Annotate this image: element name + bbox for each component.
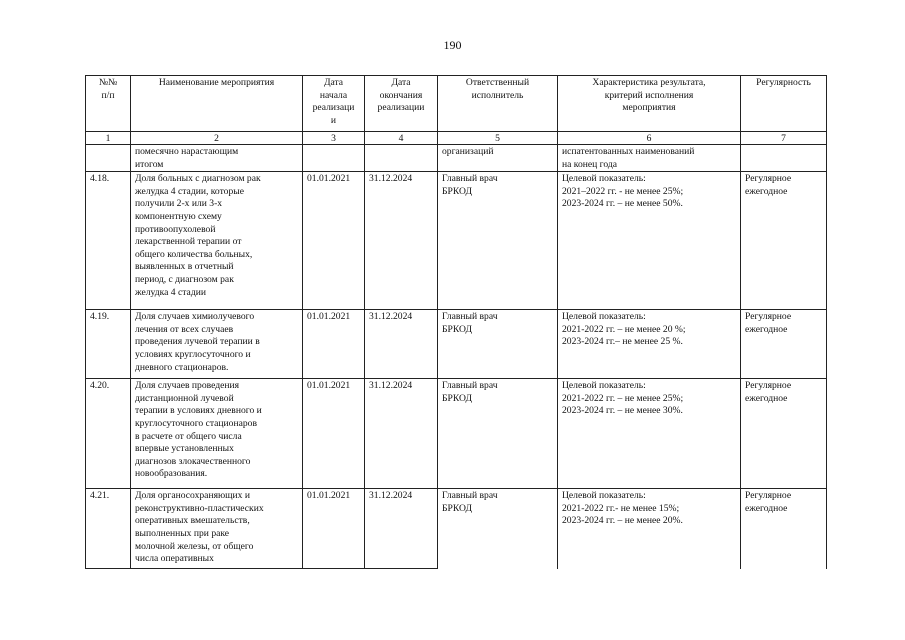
- column-number-row: [86, 132, 827, 145]
- header-measure-name: Наименование мероприятия: [131, 76, 303, 132]
- measure-name: Доля случаев химиолучевого лечения от всех случаев проведения лучевой терапии в условиях круглосуточного и дневного стационаров.: [131, 310, 303, 379]
- measure-name: помесячно нарастающим итогом: [131, 145, 303, 172]
- end-date: [365, 145, 438, 172]
- regularity: Регулярное ежегодное: [741, 379, 827, 489]
- responsible: Главный врач БРКОД: [438, 379, 558, 489]
- result-characteristic: испатентованных наименований на конец года: [558, 145, 741, 172]
- table-row: [86, 379, 827, 489]
- row-number: 4.20.: [86, 379, 131, 489]
- regularity: Регулярное ежегодное: [741, 489, 827, 569]
- column-number: 3: [303, 132, 365, 145]
- start-date: 01.01.2021: [303, 310, 365, 379]
- result-characteristic: Целевой показатель: 2021–2022 гг. - не менее 25%; 2023-2024 гг. – не менее 50%.: [558, 172, 741, 310]
- responsible: Главный врач БРКОД: [438, 310, 558, 379]
- measure-name: Доля органосохраняющих и реконструктивно-пластических оперативных вмешательств, выполненных при раке молочной железы, от общего числа оперативных: [131, 489, 303, 569]
- row-number: 4.18.: [86, 172, 131, 310]
- result-characteristic: Целевой показатель: 2021-2022 гг. – не менее 25%; 2023-2024 гг. – не менее 30%.: [558, 379, 741, 489]
- column-number: 1: [86, 132, 131, 145]
- measure-name: Доля больных с диагнозом рак желудка 4 стадии, которые получили 2-х или 3-х компонентную схему противоопухолевой лекарственной терапии от общего количества больных, выявленных в отчетный период, с диагнозом рак желудка 4 стадии: [131, 172, 303, 310]
- header-result-characteristic: Характеристика результата, критерий исполнения мероприятия: [558, 76, 741, 132]
- responsible: Главный врач БРКОД: [438, 489, 558, 569]
- responsible: Главный врач БРКОД: [438, 172, 558, 310]
- column-number: 5: [438, 132, 558, 145]
- header-end-date: Дата окончания реализации: [365, 76, 438, 132]
- result-characteristic: Целевой показатель: 2021-2022 гг.- не менее 15%; 2023-2024 гг. – не менее 20%.: [558, 489, 741, 569]
- start-date: [303, 145, 365, 172]
- column-number: 6: [558, 132, 741, 145]
- end-date: 31.12.2024: [365, 310, 438, 379]
- table-row: [86, 310, 827, 379]
- row-number: 4.19.: [86, 310, 131, 379]
- regularity: Регулярное ежегодное: [741, 172, 827, 310]
- start-date: 01.01.2021: [303, 489, 365, 569]
- header-start-date: Дата начала реализаци и: [303, 76, 365, 132]
- end-date: 31.12.2024: [365, 379, 438, 489]
- start-date: 01.01.2021: [303, 172, 365, 310]
- responsible: организаций: [438, 145, 558, 172]
- row-number: [86, 145, 131, 172]
- table-row: [86, 145, 827, 172]
- header-regularity: Регулярность: [741, 76, 827, 132]
- table-row: [86, 172, 827, 310]
- regularity: [741, 145, 827, 172]
- regularity: Регулярное ежегодное: [741, 310, 827, 379]
- column-number: 4: [365, 132, 438, 145]
- row-number: 4.21.: [86, 489, 131, 569]
- measure-name: Доля случаев проведения дистанционной лучевой терапии в условиях дневного и круглосуточного стационаров в расчете от общего числа впервые установленных диагнозов злокачественного новообразования.: [131, 379, 303, 489]
- end-date: 31.12.2024: [365, 172, 438, 310]
- column-number: 7: [741, 132, 827, 145]
- page-number: 190: [443, 38, 462, 52]
- header-responsible: Ответственный исполнитель: [438, 76, 558, 132]
- start-date: 01.01.2021: [303, 379, 365, 489]
- table-header-row: [86, 76, 827, 132]
- measures-table: [85, 75, 827, 569]
- column-number: 2: [131, 132, 303, 145]
- header-number: №№ п/п: [86, 76, 131, 132]
- table-row: [86, 489, 827, 569]
- result-characteristic: Целевой показатель: 2021-2022 гг. – не менее 20 %; 2023-2024 гг.– не менее 25 %.: [558, 310, 741, 379]
- end-date: 31.12.2024: [365, 489, 438, 569]
